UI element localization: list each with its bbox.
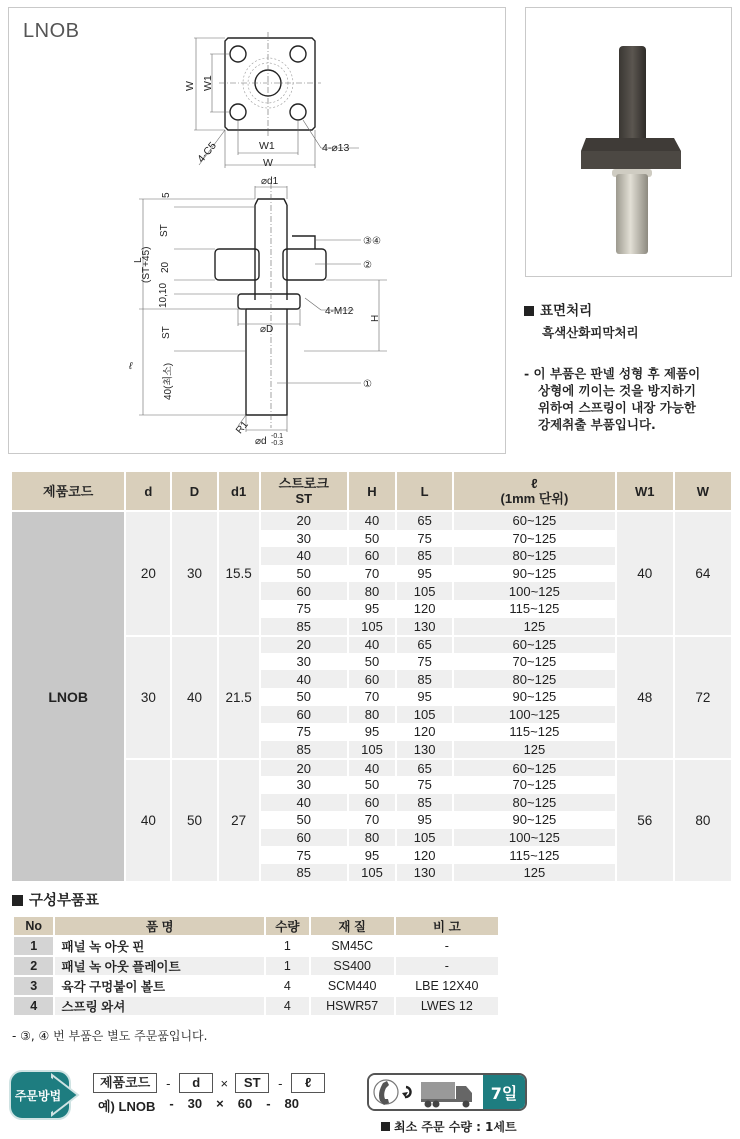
svg-text:4-⌀13: 4-⌀13 — [322, 142, 350, 154]
svg-text:⌀D: ⌀D — [260, 324, 274, 335]
svg-text:-0.3: -0.3 — [271, 440, 284, 447]
spec-row: 50 70 95 90~125 — [12, 688, 731, 706]
parts-row: 1 패널 녹 아웃 핀 1 SM45C - — [14, 937, 498, 955]
svg-text:W: W — [184, 81, 196, 91]
product-photo — [525, 7, 732, 277]
delivery-lead-time — [367, 1073, 527, 1111]
col-W: W — [675, 472, 731, 512]
parts-row: 3 육각 구멍붙이 볼트 4 SCM440 LBE 12X40 — [14, 977, 498, 995]
spec-row: 40 60 85 80~125 — [12, 794, 731, 812]
format-st: ST — [235, 1073, 269, 1093]
col-stroke: 스트로크 ST — [261, 472, 347, 512]
svg-text:W: W — [263, 157, 273, 169]
col-d: d — [126, 472, 170, 512]
spec-row: 75 95 120 115~125 — [12, 600, 731, 618]
svg-text:4-C5: 4-C5 — [195, 139, 219, 166]
parts-note: - ③, ④ 번 부품은 별도 주문품입니다. — [12, 1029, 208, 1043]
spec-row: 85 105 130 125 — [12, 618, 731, 636]
svg-text:H: H — [370, 314, 381, 322]
svg-text:ST: ST — [159, 224, 170, 237]
parts-list-table — [12, 915, 500, 1017]
svg-text:①: ① — [363, 379, 372, 390]
format-ell: ℓ — [291, 1073, 325, 1093]
spec-row: 40 60 85 80~125 — [12, 670, 731, 688]
arrow-icon — [402, 1087, 411, 1097]
surface-treatment-value: 흑색산화피막처리 — [542, 325, 639, 340]
product-description: - 이 부품은 판넬 성형 후 제품이 상형에 끼이는 것을 방지하기 위하여 스프링이 내장 가능한 강제취출 부품입니다. — [524, 366, 701, 432]
svg-text:5: 5 — [161, 192, 172, 198]
col-d1: d1 — [219, 472, 259, 512]
svg-text:주문방법: 주문방법 — [14, 1089, 62, 1103]
spec-row: 40 50 27 20 40 65 60~125 56 80 — [12, 758, 731, 776]
spec-row: 85 105 130 125 — [12, 741, 731, 759]
col-product-code: 제품코드 — [12, 472, 124, 512]
svg-text:⌀d1: ⌀d1 — [261, 176, 279, 187]
svg-text:ST: ST — [161, 326, 172, 339]
spec-row: 75 95 120 115~125 — [12, 846, 731, 864]
spec-row: LNOB 20 30 15.5 20 40 65 60~125 40 64 — [12, 512, 731, 530]
lead-time-days: 7일 — [483, 1075, 525, 1109]
order-code-format: 제품코드 - d × ST - ℓ 예) LNOB - 30 × 60 - 80 — [93, 1073, 325, 1115]
phone-icon — [374, 1080, 398, 1105]
col-L: L — [397, 472, 452, 512]
col-no: No — [14, 917, 53, 935]
technical-drawing — [9, 8, 507, 455]
svg-text:⌀d: ⌀d — [255, 436, 267, 447]
spec-row: 40 60 85 80~125 — [12, 547, 731, 565]
svg-text:4-M12: 4-M12 — [325, 306, 354, 317]
svg-text:W1: W1 — [202, 75, 214, 91]
spec-row: 85 105 130 125 — [12, 864, 731, 882]
svg-text:ℓ: ℓ — [129, 361, 133, 372]
svg-text:40(최소): 40(최소) — [163, 362, 174, 400]
top-view — [225, 38, 315, 130]
order-example: 예) LNOB - 30 × 60 - 80 — [98, 1096, 300, 1114]
technical-drawing-panel — [8, 7, 506, 454]
col-W1: W1 — [617, 472, 673, 512]
product-image — [526, 8, 733, 278]
svg-text:W1: W1 — [259, 140, 275, 152]
svg-text:-0.1: -0.1 — [271, 433, 284, 440]
format-product-code: 제품코드 — [93, 1073, 157, 1093]
col-material: 재 질 — [311, 917, 394, 935]
parts-row: 4 스프링 와셔 4 HSWR57 LWES 12 — [14, 997, 498, 1015]
surface-treatment-notes — [524, 303, 739, 433]
spec-row: 30 50 75 70~125 — [12, 653, 731, 671]
parts-list-title: 구성부품표 — [12, 889, 99, 910]
specification-table — [10, 472, 733, 881]
product-code-cell: LNOB — [12, 512, 124, 881]
col-part-name: 품 명 — [55, 917, 264, 935]
spec-row: 50 70 95 90~125 — [12, 811, 731, 829]
spec-row: 75 95 120 115~125 — [12, 723, 731, 741]
format-d: d — [179, 1073, 213, 1093]
svg-text:L: L — [133, 257, 144, 263]
spec-row: 30 40 21.5 20 40 65 60~125 48 72 — [12, 635, 731, 653]
order-method-badge — [8, 1069, 80, 1121]
svg-text:20: 20 — [160, 261, 171, 273]
surface-treatment-header: 표면처리 — [524, 303, 739, 320]
drawing-title: LNOB — [23, 20, 80, 42]
spec-row: 30 50 75 70~125 — [12, 530, 731, 548]
spec-row: 30 50 75 70~125 — [12, 776, 731, 794]
svg-text:(ST+45): (ST+45) — [141, 246, 152, 283]
svg-text:②: ② — [363, 260, 372, 271]
col-D: D — [172, 472, 216, 512]
col-quantity: 수량 — [266, 917, 309, 935]
col-remark: 비 고 — [396, 917, 498, 935]
truck-icon — [421, 1082, 472, 1108]
spec-row: 60 80 105 100~125 — [12, 829, 731, 847]
col-ell: ℓ (1mm 단위) — [454, 472, 614, 512]
minimum-order-quantity: 최소 주문 수량 : 1세트 — [381, 1118, 517, 1135]
col-H: H — [349, 472, 395, 512]
spec-row: 60 80 105 100~125 — [12, 582, 731, 600]
spec-row: 60 80 105 100~125 — [12, 706, 731, 724]
svg-text:10,10: 10,10 — [158, 282, 169, 308]
svg-text:③④: ③④ — [363, 236, 381, 247]
parts-row: 2 패널 녹 아웃 플레이트 1 SS400 - — [14, 957, 498, 975]
spec-row: 50 70 95 90~125 — [12, 565, 731, 583]
svg-text:R1: R1 — [234, 419, 251, 437]
